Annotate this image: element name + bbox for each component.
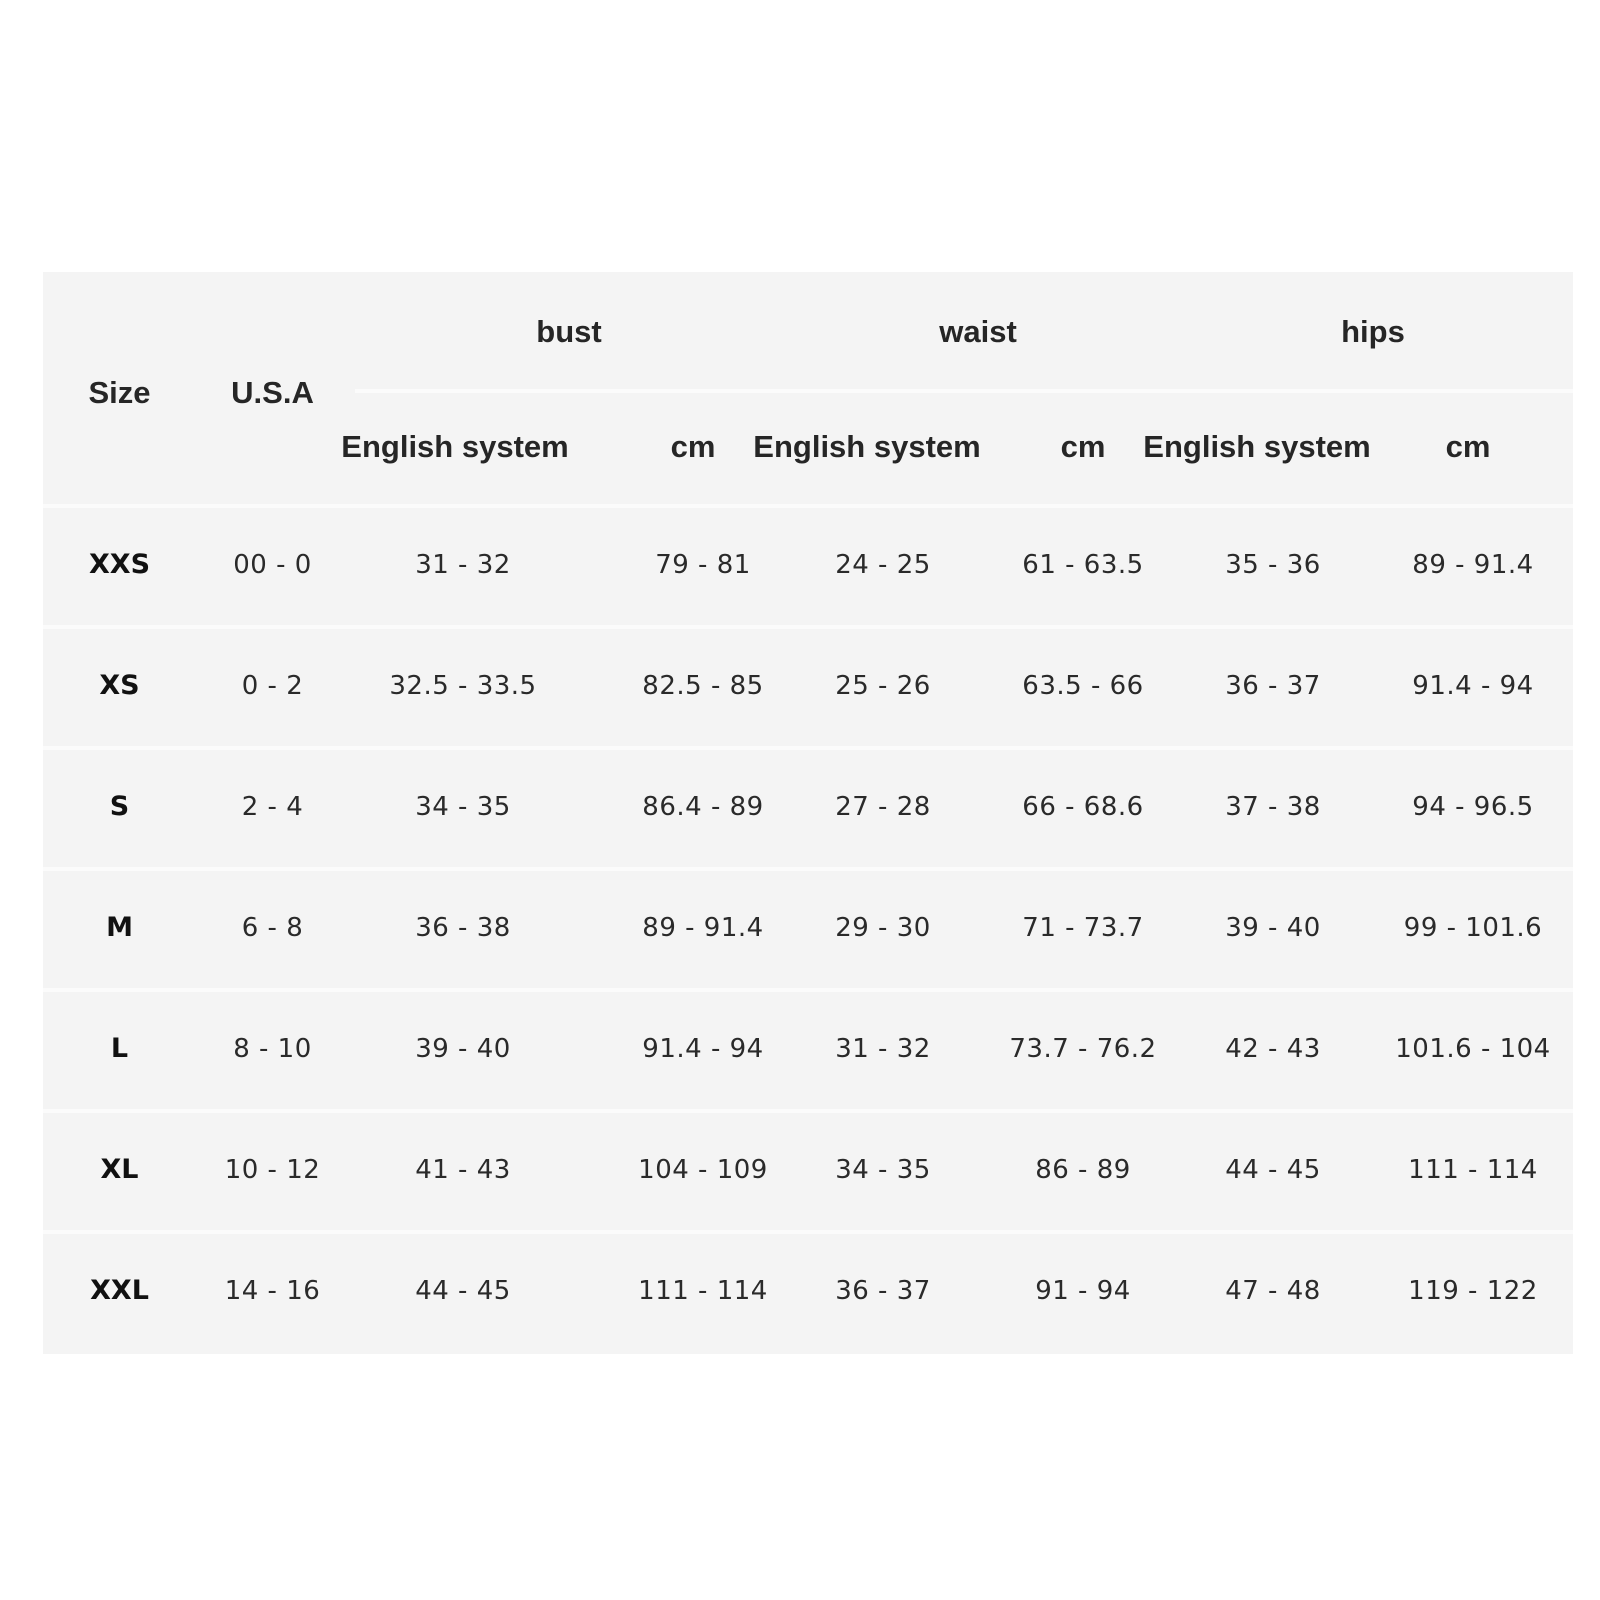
waist-cm-cell: 61 - 63.5: [1022, 549, 1144, 580]
hips-cm-cell: 99 - 101.6: [1403, 912, 1543, 943]
size-header: Size: [88, 375, 151, 410]
hips-cm-cell: 101.6 - 104: [1395, 1033, 1551, 1064]
hips-english-cell: 35 - 36: [1225, 549, 1321, 580]
hips-cm-cell: 94 - 96.5: [1412, 791, 1534, 822]
size-cell: XS: [99, 670, 140, 701]
hips-cm-header: cm: [1445, 429, 1491, 464]
size-cell: XXL: [90, 1275, 149, 1306]
bust-cm-cell: 89 - 91.4: [642, 912, 764, 943]
bust-english-cell: 31 - 32: [415, 549, 511, 580]
waist-english-cell: 34 - 35: [835, 1154, 931, 1185]
bust-english-cell: 39 - 40: [415, 1033, 511, 1064]
size-cell: S: [109, 791, 130, 822]
size-cell: L: [110, 1033, 129, 1064]
hips-english-cell: 42 - 43: [1225, 1033, 1321, 1064]
hips-cm-cell: 91.4 - 94: [1412, 670, 1534, 701]
usa-cell: 14 - 16: [224, 1275, 321, 1306]
waist-cm-cell: 71 - 73.7: [1022, 912, 1144, 943]
waist-english-cell: 27 - 28: [835, 791, 931, 822]
waist-english-cell: 29 - 30: [835, 912, 931, 943]
size-cell: M: [106, 912, 133, 943]
bust-cm-cell: 82.5 - 85: [642, 670, 764, 701]
hips-english-cell: 44 - 45: [1225, 1154, 1321, 1185]
bust-cm-cell: 79 - 81: [655, 549, 751, 580]
waist-cm-header: cm: [1060, 429, 1106, 464]
hips-english-cell: 39 - 40: [1225, 912, 1321, 943]
waist-english-cell: 24 - 25: [835, 549, 931, 580]
waist-cm-cell: 86 - 89: [1035, 1154, 1131, 1185]
waist-english-cell: 36 - 37: [835, 1275, 931, 1306]
usa-cell: 00 - 0: [233, 549, 312, 580]
bust-english-cell: 32.5 - 33.5: [389, 670, 537, 701]
size-chart: [43, 272, 1573, 1354]
usa-cell: 10 - 12: [224, 1154, 321, 1185]
hips-english-cell: 47 - 48: [1225, 1275, 1321, 1306]
hips-english-cell: 36 - 37: [1225, 670, 1321, 701]
bust-english-cell: 44 - 45: [415, 1275, 511, 1306]
usa-cell: 0 - 2: [241, 670, 304, 701]
waist-cm-cell: 63.5 - 66: [1022, 670, 1144, 701]
waist-cm-cell: 73.7 - 76.2: [1009, 1033, 1157, 1064]
usa-header: U.S.A: [231, 375, 314, 410]
hips-cm-cell: 119 - 122: [1408, 1275, 1538, 1306]
hips-cm-cell: 111 - 114: [1408, 1154, 1538, 1185]
hips-english-cell: 37 - 38: [1225, 791, 1321, 822]
hips-header: hips: [1341, 314, 1405, 349]
usa-cell: 2 - 4: [241, 791, 304, 822]
bust-cm-cell: 86.4 - 89: [642, 791, 764, 822]
waist-header: waist: [939, 314, 1017, 349]
bust-english-cell: 34 - 35: [415, 791, 511, 822]
waist-cm-cell: 66 - 68.6: [1022, 791, 1144, 822]
bust-cm-cell: 104 - 109: [638, 1154, 768, 1185]
header-divider: [355, 389, 1573, 393]
usa-cell: 6 - 8: [241, 912, 304, 943]
bust-english-header: English system: [341, 429, 569, 464]
bust-english-cell: 41 - 43: [415, 1154, 511, 1185]
waist-english-header: English system: [753, 429, 981, 464]
bust-cm-cell: 91.4 - 94: [642, 1033, 764, 1064]
size-cell: XXS: [88, 549, 151, 580]
bust-cm-cell: 111 - 114: [638, 1275, 768, 1306]
bust-header: bust: [536, 314, 602, 349]
usa-cell: 8 - 10: [233, 1033, 312, 1064]
size-cell: XL: [100, 1154, 139, 1185]
bust-cm-header: cm: [670, 429, 716, 464]
bust-english-cell: 36 - 38: [415, 912, 511, 943]
waist-english-cell: 25 - 26: [835, 670, 931, 701]
waist-cm-cell: 91 - 94: [1035, 1275, 1131, 1306]
hips-english-header: English system: [1143, 429, 1371, 464]
waist-english-cell: 31 - 32: [835, 1033, 931, 1064]
hips-cm-cell: 89 - 91.4: [1412, 549, 1534, 580]
